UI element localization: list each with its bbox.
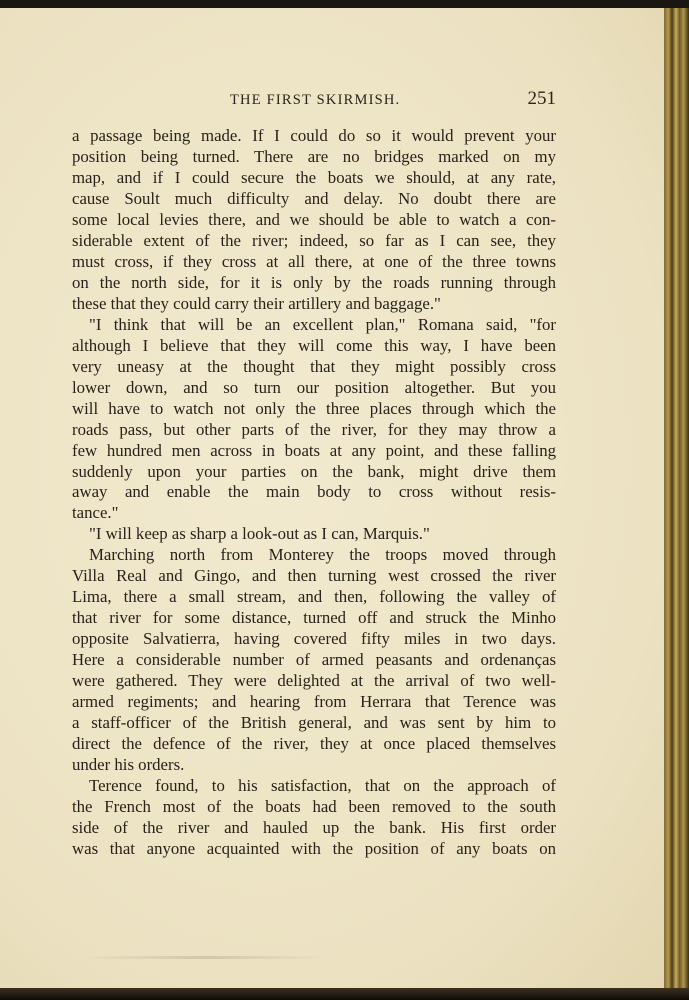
text-line: direct the defence of the river, they at once placed themselves <box>72 734 556 754</box>
text-line: must cross, if they cross at all there, at one of the three towns <box>72 251 556 271</box>
text-line: that river for some distance, turned off and struck the Minho <box>72 608 556 628</box>
text-line: will have to watch not only the three places through which the <box>72 398 556 418</box>
page-edges <box>664 8 689 998</box>
text-line: siderable extent of the river; indeed, so far as I can see, they <box>72 230 556 250</box>
text-line: away and enable the main body to cross without resis- <box>72 482 556 502</box>
text-line: Marching north from Monterey the troops moved through <box>89 545 556 565</box>
text-line: Lima, there a small stream, and then, following the valley of <box>72 587 556 607</box>
text-line: on the north side, for it is only by the roads running through <box>72 272 556 292</box>
book-page <box>0 8 664 990</box>
body-text <box>72 126 556 860</box>
text-line: although I believe that they will come this way, I have been <box>72 335 556 355</box>
text-line: suddenly upon your parties on the bank, might drive them <box>72 461 556 481</box>
text-line: opposite Salvatierra, having covered fifty miles in two days. <box>72 629 556 649</box>
text-line: map, and if I could secure the boats we should, at any rate, <box>72 167 556 187</box>
text-line: few hundred men across in boats at any point, and these falling <box>72 440 556 460</box>
text-line: Here a considerable number of armed peasants and ordenanças <box>72 650 556 670</box>
text-line: a staff-officer of the British general, and was sent by him to <box>72 713 556 733</box>
text-line: a passage being made. If I could do so it would prevent your <box>72 126 556 145</box>
text-line: was that anyone acquainted with the position of any boats on <box>72 838 556 858</box>
text-line: under his orders. <box>72 755 185 775</box>
bottom-shadow <box>0 988 689 1000</box>
text-line: the French most of the boats had been removed to the south <box>72 797 556 816</box>
running-title: THE FIRST SKIRMISH. <box>230 92 401 108</box>
text-line: side of the river and hauled up the bank. His first order <box>72 817 556 837</box>
text-line: cause Soult much difficulty and delay. No doubt there are <box>72 188 556 208</box>
page-smudge <box>80 956 330 959</box>
text-line: roads pass, but other parts of the river, for they may throw a <box>72 419 556 439</box>
text-line: position being turned. There are no bridges marked on my <box>72 146 556 166</box>
text-line: some local levies there, and we should be able to watch a con- <box>72 209 556 229</box>
text-line: very uneasy at the thought that they might possibly cross <box>72 356 556 376</box>
page-number: 251 <box>527 88 556 109</box>
text-line: these that they could carry their artillery and baggage." <box>72 293 441 313</box>
text-line: "I will keep as sharp a look-out as I can, Marquis." <box>89 524 430 544</box>
text-line: were gathered. They were delighted at the arrival of two well- <box>72 671 556 691</box>
text-line: lower down, and so turn our position altogether. But you <box>72 377 556 397</box>
text-line: tance." <box>72 503 119 523</box>
text-line: Terence found, to his satisfaction, that on the approach of <box>89 776 556 796</box>
text-line: armed regiments; and hearing from Herrara that Terence was <box>72 692 556 712</box>
text-line: Villa Real and Gingo, and then turning west crossed the river <box>72 566 556 586</box>
text-line: "I think that will be an excellent plan," Romana said, "for <box>89 314 556 334</box>
